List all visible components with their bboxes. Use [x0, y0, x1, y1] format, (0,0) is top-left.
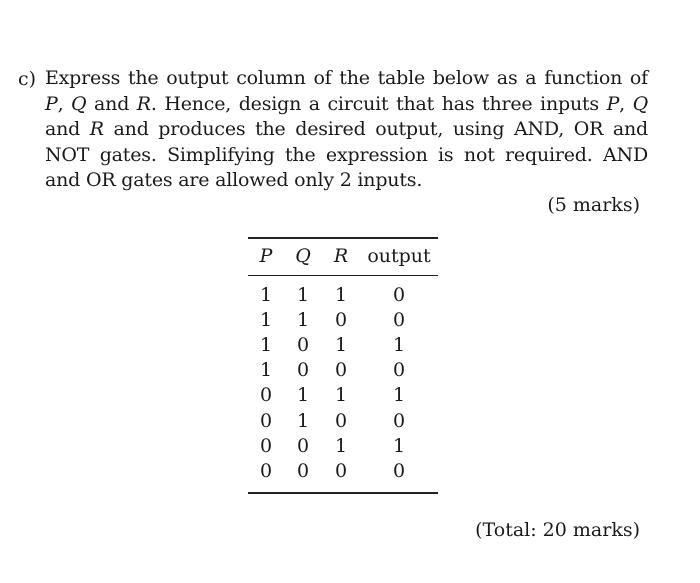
cell-r: 0	[334, 359, 348, 382]
cell-p: 0	[259, 459, 273, 482]
header-p: P	[259, 245, 273, 267]
cell-output: 0	[392, 359, 406, 382]
variable-p: P	[606, 92, 620, 115]
cell-p: 0	[259, 434, 273, 457]
table-row	[248, 458, 438, 492]
question-text	[45, 66, 648, 194]
question-text-segment: . Hence, design a circuit that has three inputs	[150, 92, 607, 115]
variable-r: R	[136, 92, 151, 115]
question-text-segment: and	[86, 92, 137, 115]
variable-p: P	[45, 92, 58, 115]
question-text-segment: ,	[619, 92, 633, 115]
table-row	[248, 408, 438, 433]
cell-r: 0	[334, 308, 348, 331]
cell-p: 1	[259, 308, 273, 331]
cell-r: 1	[334, 333, 348, 356]
cell-p: 0	[259, 409, 273, 432]
cell-output: 0	[392, 459, 406, 482]
cell-r: 1	[334, 434, 348, 457]
cell-output: 1	[392, 333, 406, 356]
cell-q: 1	[296, 384, 310, 407]
cell-q: 1	[296, 283, 310, 306]
cell-q: 0	[296, 359, 310, 382]
question-text-segment: ,	[57, 92, 72, 115]
cell-output: 0	[392, 283, 406, 306]
table-row	[248, 276, 438, 308]
cell-p: 1	[259, 359, 273, 382]
question-text-segment: and produces the desired output, using AND, OR and NOT gates. Simplifying the expression is not required. AND and OR gates are allowed only 2 inputs.	[45, 118, 649, 191]
cell-output: 0	[392, 308, 406, 331]
question-text-segment: and	[45, 118, 90, 140]
cell-p: 1	[259, 333, 273, 356]
cell-r: 0	[334, 409, 348, 432]
cell-p: 0	[259, 384, 273, 407]
variable-q: Q	[71, 92, 87, 115]
cell-p: 1	[259, 283, 273, 306]
cell-output: 1	[392, 434, 406, 457]
total-marks: (Total: 20 marks)	[475, 519, 640, 541]
cell-q: 1	[296, 409, 310, 432]
variable-r: R	[89, 118, 104, 140]
cell-q: 1	[296, 308, 310, 331]
truth-table-header-row	[248, 238, 438, 276]
question-marks: (5 marks)	[547, 194, 640, 216]
header-q: Q	[295, 245, 311, 267]
cell-q: 0	[296, 459, 310, 482]
question-block	[18, 66, 648, 194]
table-row	[248, 358, 438, 383]
truth-table	[248, 237, 438, 494]
table-row	[248, 307, 438, 332]
question-label: c)	[18, 68, 37, 90]
cell-q: 0	[296, 333, 310, 356]
cell-r: 0	[334, 459, 348, 482]
cell-q: 0	[296, 434, 310, 457]
question-text-segment: Express the output column of the table below as a function of	[45, 67, 648, 89]
header-r: R	[333, 245, 349, 267]
variable-q: Q	[632, 92, 648, 115]
cell-r: 1	[334, 384, 348, 407]
header-output: output	[367, 245, 431, 267]
cell-r: 1	[334, 283, 348, 306]
cell-output: 0	[392, 409, 406, 432]
table-row	[248, 433, 438, 458]
table-row	[248, 383, 438, 408]
cell-output: 1	[392, 384, 406, 407]
table-row	[248, 332, 438, 357]
